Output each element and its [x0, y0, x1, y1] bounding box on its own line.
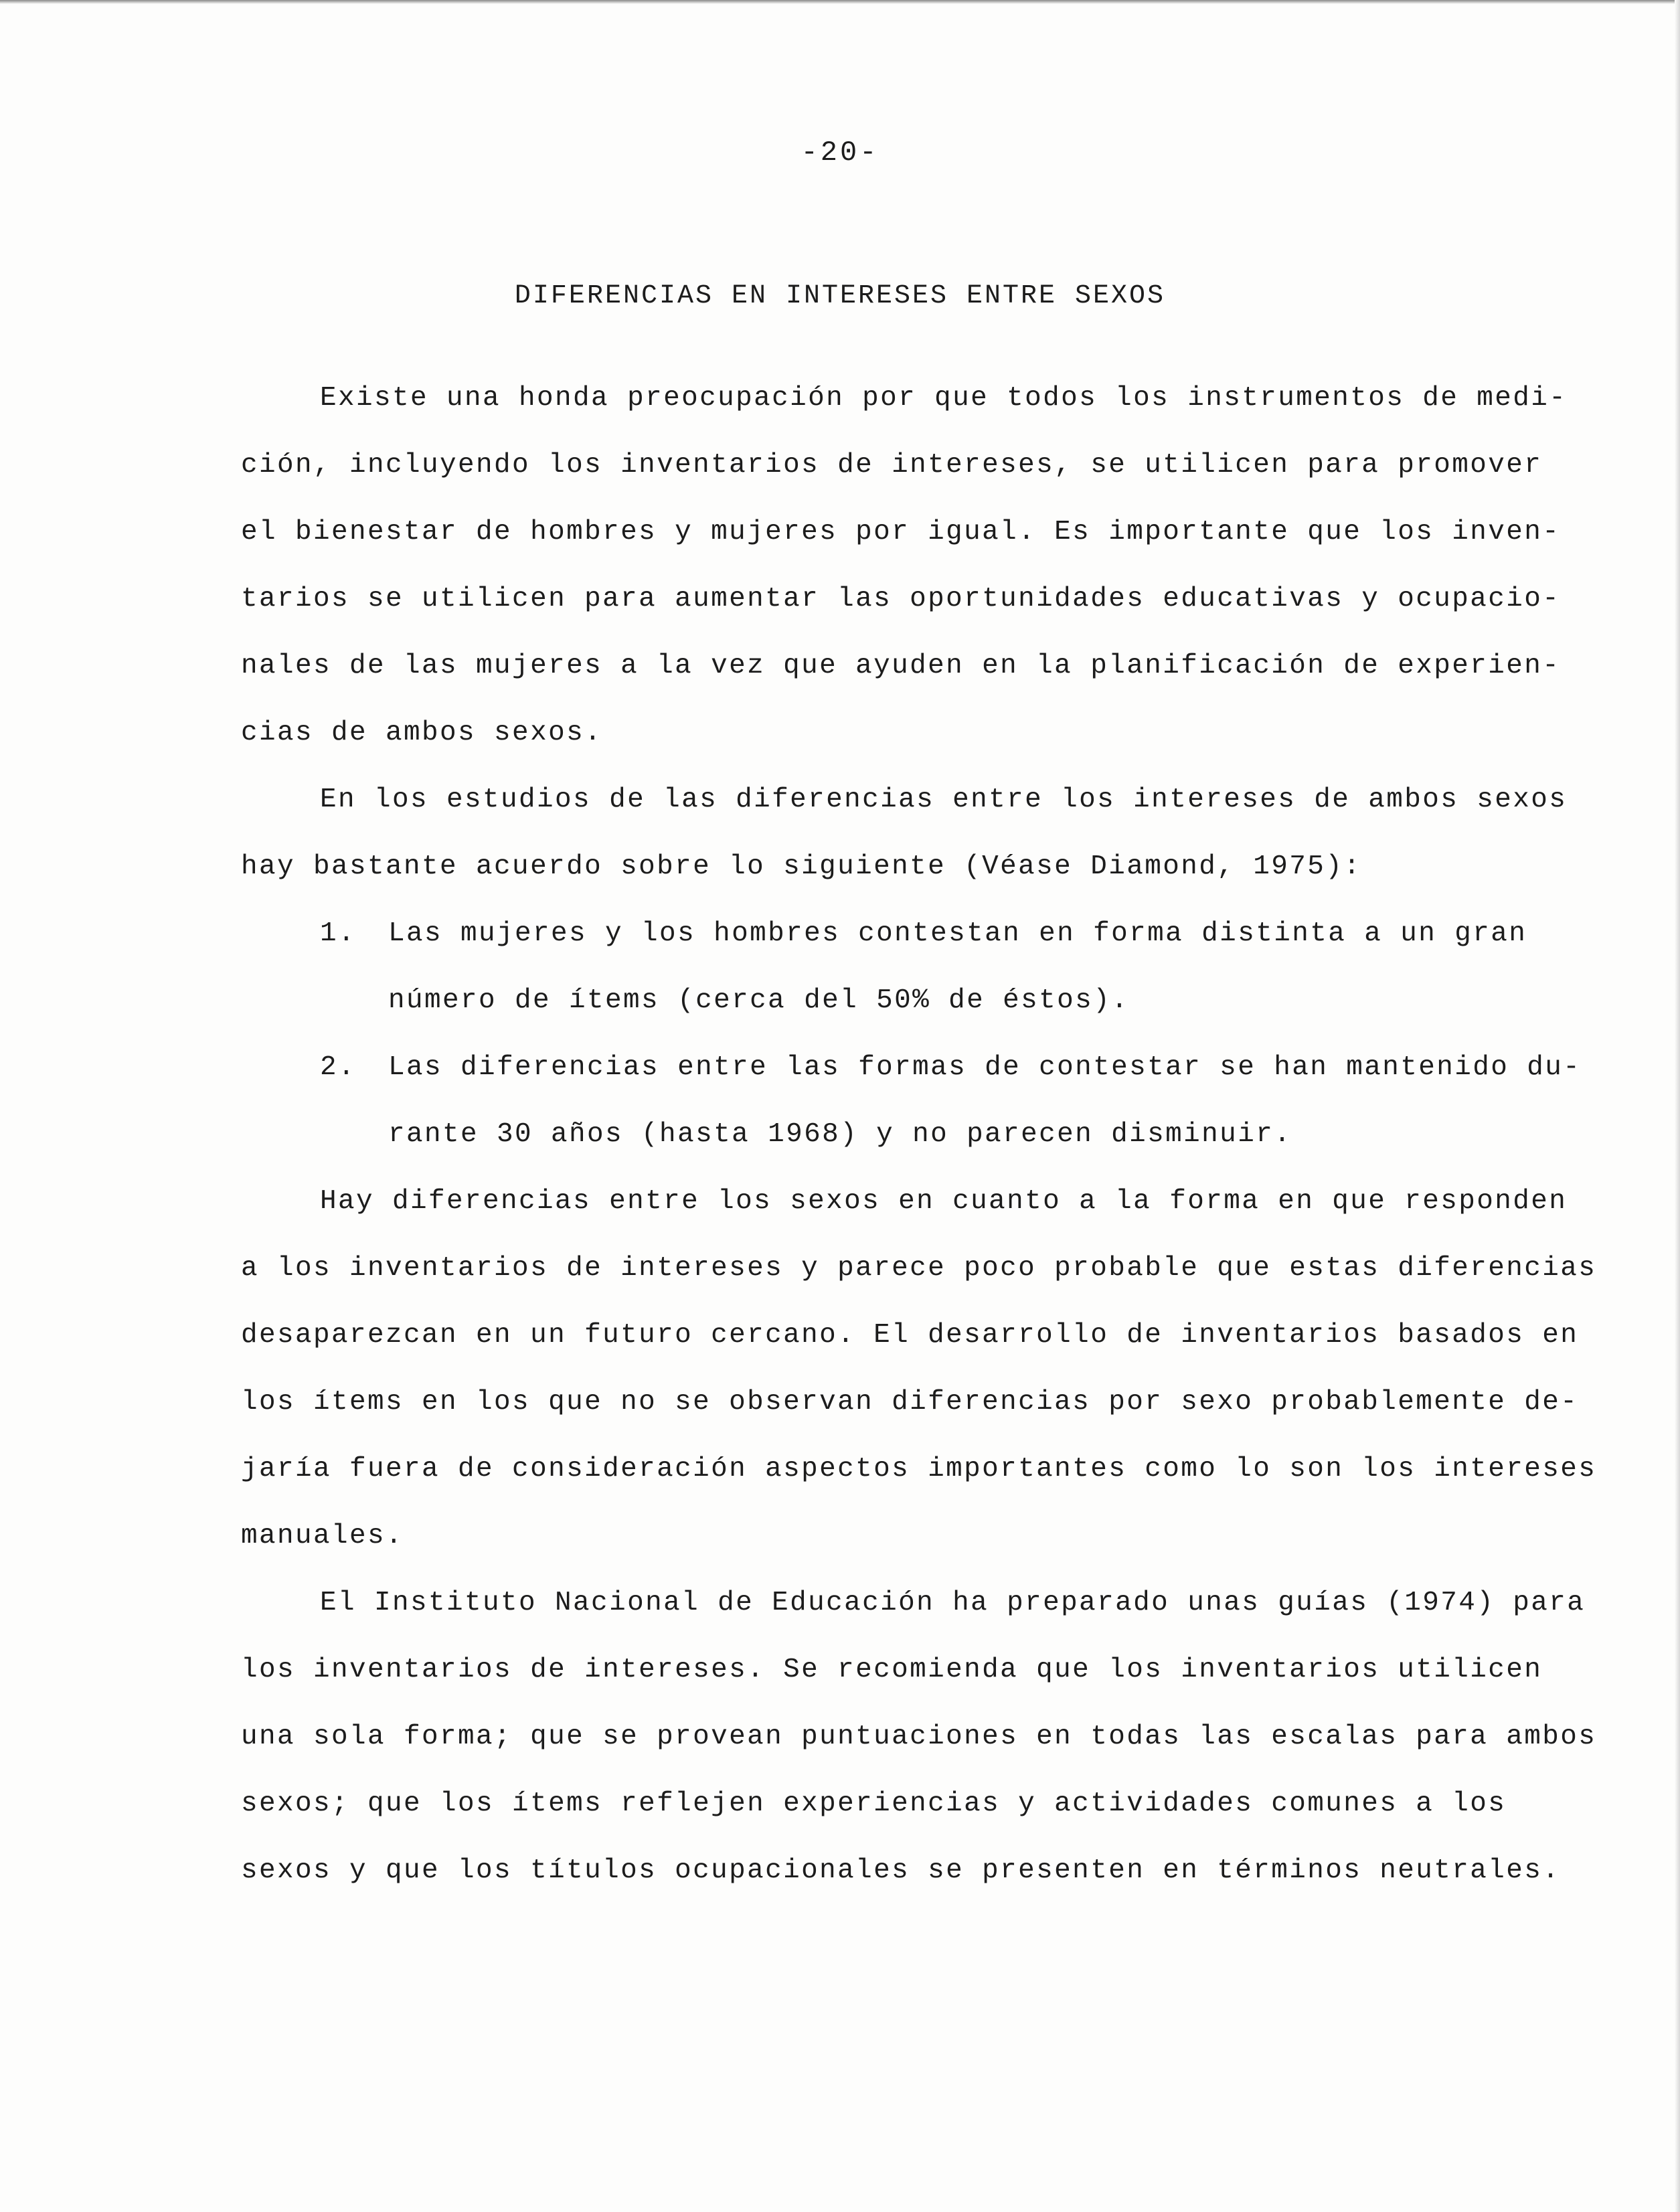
paragraph-line: manuales. — [241, 1521, 404, 1551]
list-number: 2. — [320, 1052, 357, 1083]
section-title: DIFERENCIAS EN INTERESES ENTRE SEXOS — [514, 281, 1166, 311]
list-number: 1. — [320, 918, 357, 949]
paragraph-line: ción, incluyendo los inventarios de intereses, se utilicen para promover — [241, 450, 1543, 481]
paragraph-line: los ítems en los que no se observan diferencias por sexo probablemente de- — [241, 1387, 1579, 1418]
list-item-line: número de ítems (cerca del 50% de éstos). — [388, 985, 1130, 1016]
paragraph-line: tarios se utilicen para aumentar las oportunidades educativas y ocupacio- — [241, 584, 1561, 614]
paragraph-line: desaparezcan en un futuro cercano. El desarrollo de inventarios basados en — [241, 1320, 1579, 1351]
paragraph-line: jaría fuera de consideración aspectos importantes como lo son los intereses — [241, 1454, 1597, 1484]
list-item-line: rante 30 años (hasta 1968) y no parecen disminuir. — [388, 1119, 1292, 1150]
paragraph-line: una sola forma; que se provean puntuaciones en todas las escalas para ambos — [241, 1721, 1597, 1752]
paragraph-line: el bienestar de hombres y mujeres por igual. Es importante que los inven- — [241, 517, 1561, 547]
paragraph-line: sexos y que los títulos ocupacionales se presenten en términos neutrales. — [241, 1855, 1561, 1886]
paragraph-line: El Instituto Nacional de Educación ha preparado unas guías (1974) para — [320, 1588, 1586, 1618]
scan-right-edge — [1675, 0, 1680, 2212]
list-item-line: Las diferencias entre las formas de contestar se han mantenido du- — [388, 1052, 1582, 1083]
paragraph-line: hay bastante acuerdo sobre lo siguiente (Véase Diamond, 1975): — [241, 851, 1362, 882]
paragraph-line: los inventarios de intereses. Se recomienda que los inventarios utilicen — [241, 1654, 1543, 1685]
scan-top-edge — [0, 0, 1680, 4]
paragraph-line: a los inventarios de intereses y parece poco probable que estas diferencias — [241, 1253, 1597, 1284]
paragraph-line: sexos; que los ítems reflejen experiencias y actividades comunes a los — [241, 1788, 1507, 1819]
paragraph-line: Hay diferencias entre los sexos en cuanto a la forma en que responden — [320, 1186, 1568, 1217]
list-item-line: Las mujeres y los hombres contestan en forma distinta a un gran — [388, 918, 1527, 949]
paragraph-line: Existe una honda preocupación por que todos los instrumentos de medi- — [320, 383, 1568, 414]
page-number: -20- — [801, 137, 879, 169]
paragraph-line: En los estudios de las diferencias entre los intereses de ambos sexos — [320, 784, 1568, 815]
paragraph-line: nales de las mujeres a la vez que ayuden en la planificación de experien- — [241, 651, 1561, 681]
paragraph-line: cias de ambos sexos. — [241, 717, 603, 748]
